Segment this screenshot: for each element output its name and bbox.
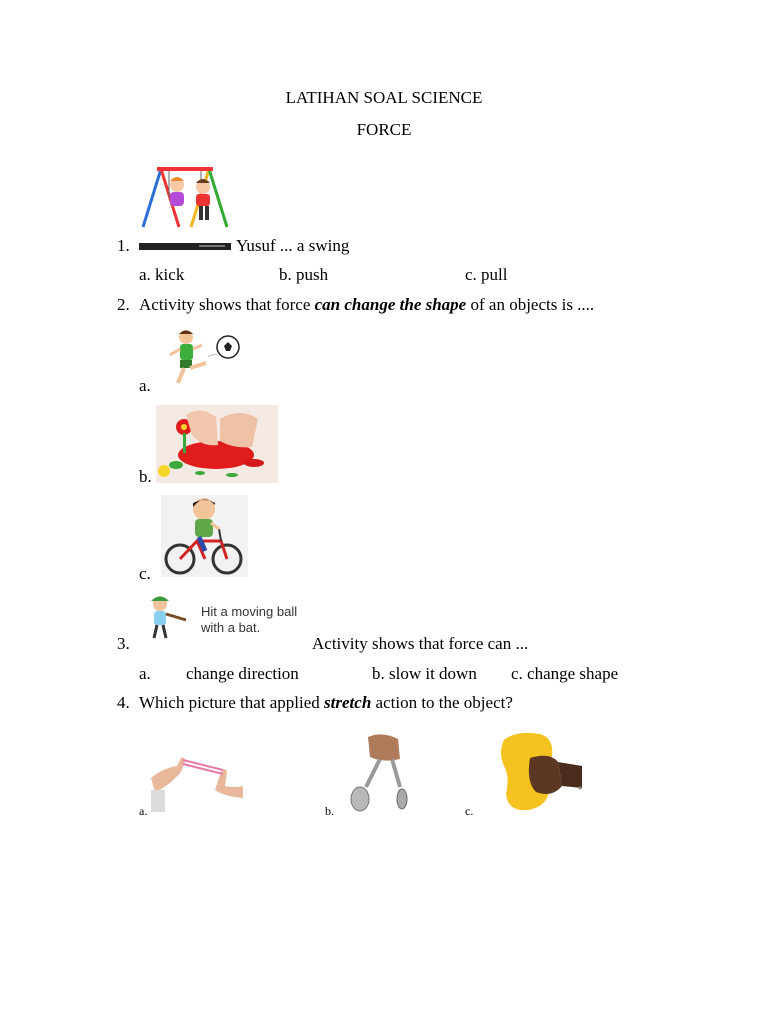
answer-blank xyxy=(139,243,231,250)
q1-stem: Yusuf ... a swing xyxy=(236,236,350,255)
q3-option-c: c. change shape xyxy=(511,664,619,683)
squeeze-sponge-photo xyxy=(496,730,584,814)
q1-number: 1. xyxy=(117,236,130,255)
q4-stem-emphasis: stretch xyxy=(324,693,372,712)
q4-stem-before: Which picture that applied xyxy=(139,693,325,712)
q4-option-c: c. xyxy=(465,804,474,818)
page-subtitle: FORCE xyxy=(356,120,412,139)
bend-spoon-photo xyxy=(340,733,422,813)
hit-ball-illustration xyxy=(142,592,310,642)
q3-option-b: b. slow it down xyxy=(372,664,477,683)
q4-stem xyxy=(139,693,513,713)
q3-stem: Activity shows that force can ... xyxy=(312,634,529,653)
q1-option-a: a. kick xyxy=(139,265,185,284)
q3-image-caption-line2: with a bat. xyxy=(201,620,261,635)
stretch-rubber-band-photo xyxy=(151,738,243,812)
q4-option-b: b. xyxy=(325,804,334,818)
q1-option-c: c. pull xyxy=(465,265,508,284)
q3-option-a-text: change direction xyxy=(186,664,299,683)
play-dough-photo xyxy=(156,405,278,483)
q3-image-caption-line1: Hit a moving ball xyxy=(201,604,298,619)
q2-stem-before: Activity shows that force xyxy=(139,295,315,314)
q2-stem xyxy=(139,295,594,315)
q4-stem-after: action to the object? xyxy=(371,693,513,712)
q2-number: 2. xyxy=(117,295,130,314)
q2-option-a: a. xyxy=(139,376,151,395)
q2-option-c: c. xyxy=(139,564,151,583)
q2-option-b: b. xyxy=(139,467,152,486)
q4-number: 4. xyxy=(117,693,130,712)
kick-ball-illustration xyxy=(158,327,244,389)
q3-option-a: a. xyxy=(139,664,151,683)
q2-stem-after: of an objects is .... xyxy=(466,295,595,314)
q4-option-a: a. xyxy=(139,804,148,818)
q3-number: 3. xyxy=(117,634,130,653)
page-title: LATIHAN SOAL SCIENCE xyxy=(285,88,483,107)
q1-option-b: b. push xyxy=(279,265,329,284)
bicycle-illustration xyxy=(161,495,248,577)
swing-illustration xyxy=(139,163,231,231)
q2-stem-emphasis: can change the shape xyxy=(314,295,467,314)
